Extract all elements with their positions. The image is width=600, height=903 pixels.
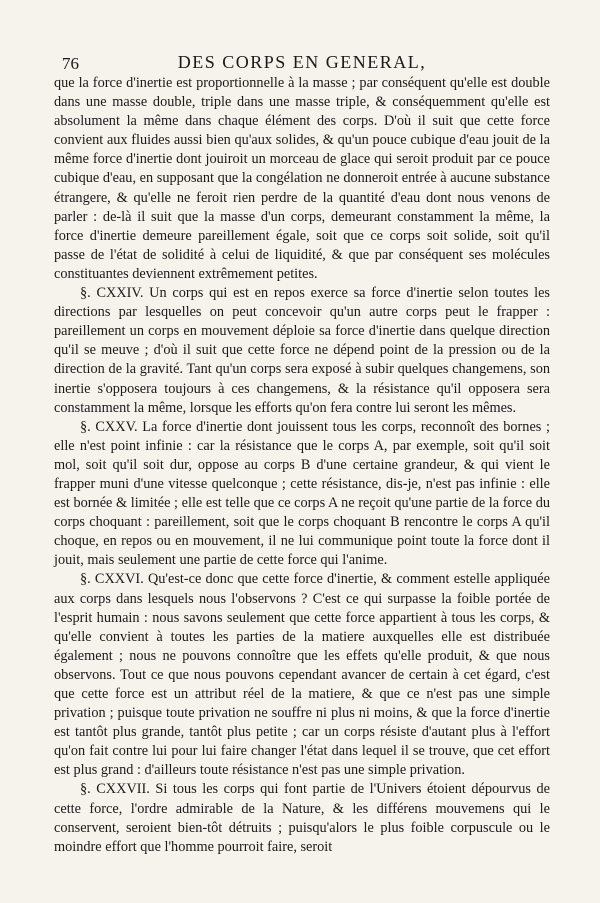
paragraph-cxxv: §. CXXV. La force d'inertie dont jouissent tous les corps, reconnoît des bornes ; elle n'est point infinie : car la résistance que le corps A, par exemple, soit qu'il soit mol, soit qu'il soit dur, oppose au corps B d'une certaine grandeur, & qui vient le frapper muni d'une vitesse quelconque ; cette résistance, dis-je, n'est pas infinie : elle est bornée & limitée ; elle est telle que ce corps A ne reçoit qu'une partie de la force du corps choquant : pareillement, soit que le corps choquant B rencontre le corps A qu'il choque, en repos ou en mouvement, il ne lui communique point toute la force dont il jouit, mais seulement une partie de cette force qui l'anime.: [54, 418, 550, 569]
page-header: [54, 50, 550, 72]
running-head: DES CORPS EN GENERAL,: [177, 52, 427, 72]
paragraph-continuation: que la force d'inertie est proportionnelle à la masse ; par conséquent qu'elle est double dans une masse double, triple dans une masse triple, & conséquemment qu'elle est absolument la même dans chaque élément des corps. D'où il suit que cette force convient aux fluides aussi bien qu'aux solides, & qu'un pouce cubique d'eau jouit de la même force d'inertie dont jouiroit un morceau de glace qui seroit produit par ce pouce cubique d'eau, en supposant que la congélation ne donneroit entrée à aucune substance étrangere, & qu'elle ne feroit rien perdre de la quantité d'eau dont nous venons de parler : de-là il suit que la masse d'un corps, demeurant constamment la même, la force d'inertie demeure pareillement égale, soit que ce corps soit solide, soit qu'il passe de l'état de solidité à celui de liquidité, & que par conséquent ses molécules constituantes deviennent extrêmement petites.: [54, 75, 550, 282]
paragraph-cxxvii: §. CXXVII. Si tous les corps qui font partie de l'Univers étoient dépourvus de cette force, l'ordre admirable de la Nature, & les différens mouvemens qui le conservent, seroient bien-tôt détruits ; puisqu'alors le plus foible corpuscule ou le moindre effort que l'homme pourroit faire, seroit: [54, 781, 550, 855]
paragraph-cxxiv: §. CXXIV. Un corps qui est en repos exerce sa force d'inertie selon toutes les directions par lesquelles on peut concevoir qu'un autre corps peut le frapper : pareillement un corps en mouvement déploie sa force d'inertie dans quelque direction qu'il se meuve ; d'où il suit que cette force ne dépend point de la pression ou de la direction de la gravité. Tant qu'un corps sera exposé à subir quelques changemens, son inertie s'opposera toujours à ces changemens, & la résistance qu'il opposera sera constamment la même, lorsque les efforts qu'on fera contre lui seront les mêmes.: [54, 285, 550, 416]
page-number: 76: [62, 54, 79, 73]
paragraph-cxxvi: §. CXXVI. Qu'est-ce donc que cette force d'inertie, & comment estelle appliquée aux corps dans lesquels nous l'observons ? C'est ce qui surpasse la foible portée de l'esprit humain : nous savons seulement que cette force appartient à tous les corps, & qu'elle convient à toutes les parties de la matiere auxquelles elle est distribuée également ; nous ne pouvons connoître que les effets qu'elle produit, & que nous observons. Tout ce que nous pouvons cependant avancer de certain à cet égard, c'est que cette force est un attribut réel de la matiere, & que ce n'est pas une simple privation ; puisque toute privation ne souffre ni plus ni moins, & que la force d'inertie est tantôt plus grande, tantôt plus petite ; car un corps résiste d'autant plus à l'effort qu'on fait contre lui pour lui faire changer l'état dans lequel il se trouve, que cet effort est plus grand : d'ailleurs toute résistance n'est pas une simple privation.: [54, 571, 550, 779]
body-text: [54, 74, 550, 857]
